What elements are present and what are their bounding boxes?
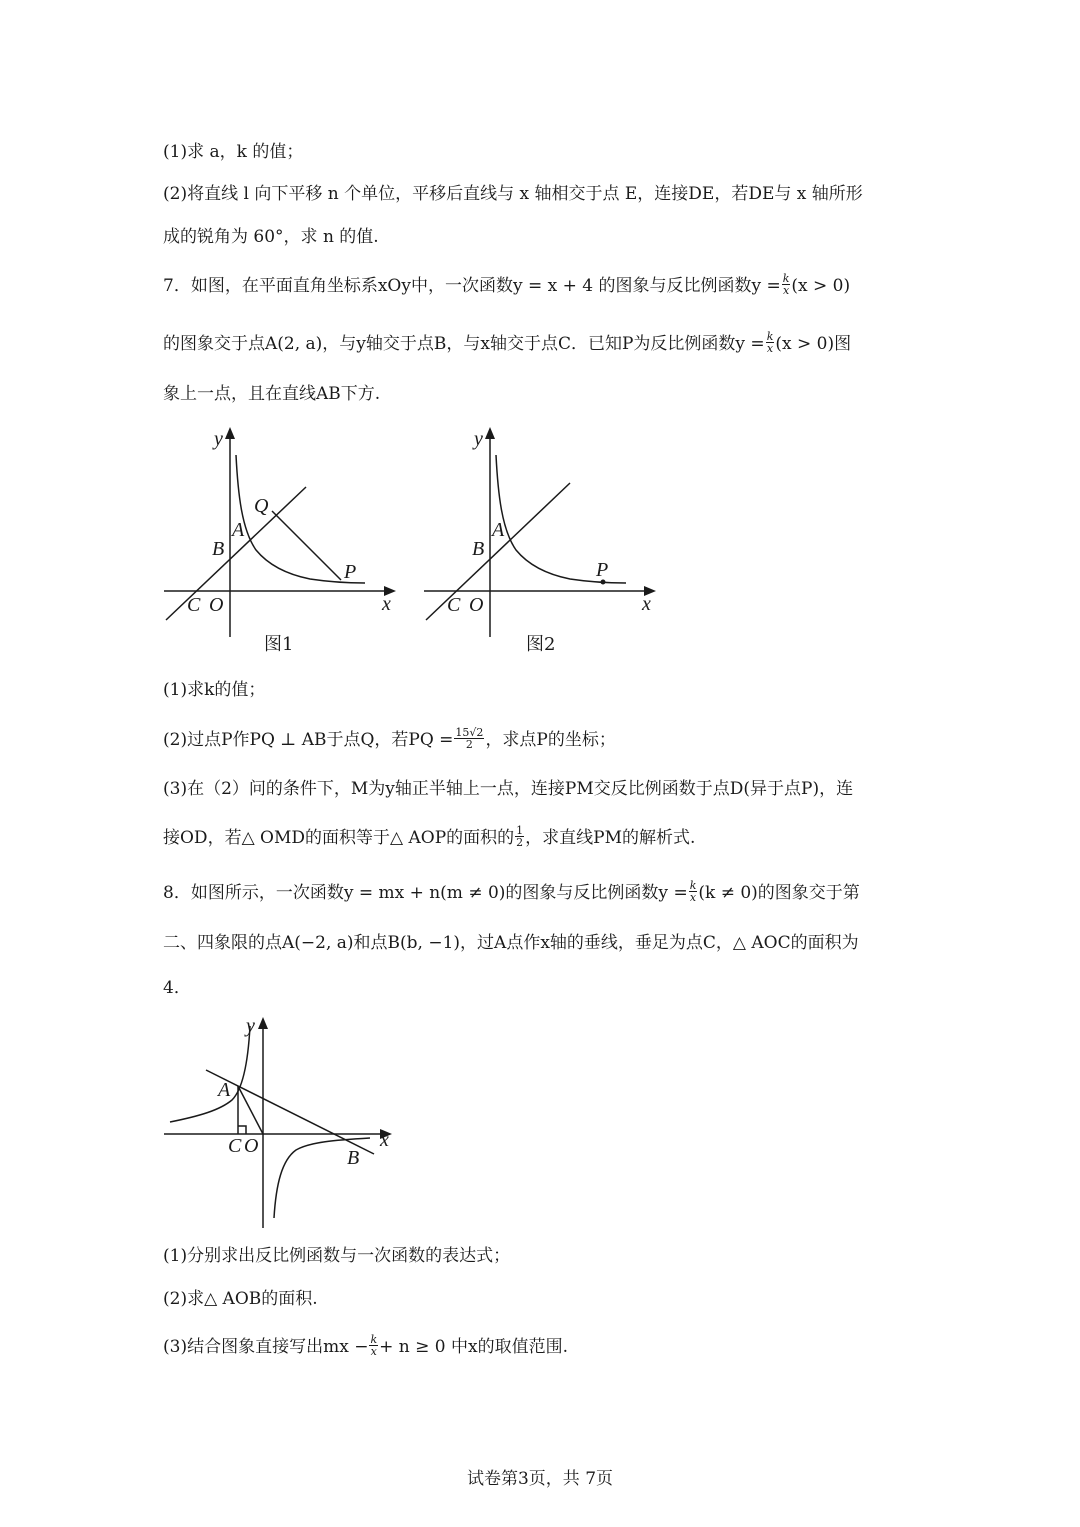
fraction-numerator: k	[782, 272, 790, 285]
q8-sub1: (1)分别求出反比例函数与一次函数的表达式；	[163, 1246, 511, 1266]
q7-sub3-line1: (3)在（2）问的条件下，M为y轴正半轴上一点，连接PM交反比例函数于点D(异于点P)，连	[163, 779, 854, 799]
label-a: A	[232, 519, 245, 541]
label-x: x	[380, 1129, 389, 1151]
label-o: O	[244, 1135, 259, 1157]
q6-sub1: (1)求 a，k 的值；	[163, 142, 304, 162]
label-b: B	[212, 538, 225, 560]
y-axis-arrow	[485, 427, 495, 439]
q7-sub2-text: (2)过点P作PQ ⊥ AB于点Q，若PQ =	[163, 730, 454, 750]
q7-sub3-line2	[163, 824, 696, 850]
label-y: y	[214, 428, 223, 450]
label-x: x	[642, 593, 651, 615]
q6-sub2-line2: 成的锐角为 60°，求 n 的值.	[163, 227, 379, 247]
q8-fraction-k-over-x	[689, 880, 698, 903]
q8-sub3-fraction	[369, 1334, 378, 1357]
q7-sub2	[163, 726, 616, 752]
fraction-numerator: 1	[516, 824, 524, 837]
fraction-numerator: k	[766, 330, 774, 343]
q7-stem-line1	[163, 272, 851, 298]
label-b: B	[472, 538, 485, 560]
fraction-denominator: 2	[516, 836, 524, 849]
fraction-numerator: k	[370, 1333, 378, 1346]
fraction-numerator: 15√2	[455, 726, 484, 739]
label-y: y	[474, 428, 483, 450]
q7-stem-line2-domain: (x > 0)图	[775, 334, 852, 354]
fraction-denominator: x	[689, 891, 697, 904]
fraction-denominator: x	[782, 284, 790, 297]
page-footer: 试卷第3页，共 7页	[466, 1469, 614, 1489]
q7-figure-2	[420, 425, 665, 660]
q8-sub3-text: (3)结合图象直接写出mx −	[163, 1337, 369, 1357]
label-q: Q	[254, 495, 269, 517]
q7-stem-line2	[163, 330, 852, 356]
q8-sub2: (2)求△ AOB的面积.	[163, 1289, 318, 1309]
label-y: y	[246, 1015, 255, 1037]
y-axis-arrow	[225, 427, 235, 439]
label-p: P	[596, 559, 609, 581]
q7-sub1: (1)求k的值；	[163, 680, 266, 700]
fraction-numerator: k	[689, 879, 697, 892]
q7-sub3-text: 接OD，若△ OMD的面积等于△ AOP的面积的	[163, 828, 515, 848]
q7-sub3-fraction	[515, 825, 524, 848]
q8-stem-line2: 二、四象限的点A(−2, a)和点B(b, −1)，过A点作x轴的垂线，垂足为点C，△ AOC的面积为	[163, 933, 859, 953]
label-c: C	[447, 594, 461, 616]
label-o: O	[469, 594, 484, 616]
q7-sub3-tail: ，求直线PM的解析式.	[525, 828, 696, 848]
q8-stem-line1	[163, 879, 860, 905]
q8-stem-line3: 4．	[163, 978, 191, 998]
q7-figure-1	[160, 425, 400, 660]
q7-stem-line2-text: 的图象交于点A(2, a)，与y轴交于点B，与x轴交于点C．已知P为反比例函数y =	[163, 334, 765, 354]
q7-stem-line1-text: 7．如图，在平面直角坐标系xOy中，一次函数y = x + 4 的图象与反比例函数y =	[163, 276, 781, 296]
figure-1-caption: 图1	[264, 634, 294, 655]
label-x: x	[382, 593, 391, 615]
label-p: P	[344, 561, 357, 583]
figure-2-caption: 图2	[526, 634, 556, 655]
q7-stem-line1-domain: (x > 0)	[791, 276, 851, 296]
q7-fraction-k-over-x	[782, 273, 791, 296]
q8-sub3-tail: + n ≥ 0 中x的取值范围.	[379, 1337, 568, 1357]
q7-stem-line3: 象上一点，且在直线AB下方.	[163, 384, 381, 404]
segment-ao	[238, 1086, 263, 1134]
q7-sub2-fraction	[454, 727, 484, 750]
q8-sub3	[163, 1333, 568, 1359]
q7-fraction-k-over-x-2	[766, 331, 775, 354]
label-a: A	[492, 519, 505, 541]
q7-sub2-tail: ，求点P的坐标；	[485, 730, 616, 750]
q8-stem-line1-tail: (k ≠ 0)的图象交于第	[698, 883, 860, 903]
y-axis-arrow	[258, 1017, 268, 1029]
label-b: B	[347, 1147, 360, 1169]
label-o: O	[209, 594, 224, 616]
label-c: C	[228, 1135, 242, 1157]
fraction-denominator: x	[766, 342, 774, 355]
right-angle-mark	[238, 1126, 246, 1134]
label-a: A	[218, 1079, 231, 1101]
q8-stem-line1-text: 8．如图所示，一次函数y = mx + n(m ≠ 0)的图象与反比例函数y =	[163, 883, 688, 903]
fraction-denominator: x	[370, 1345, 377, 1358]
q8-figure	[160, 1014, 400, 1232]
q6-sub2-line1: (2)将直线 l 向下平移 n 个单位，平移后直线与 x 轴相交于点 E，连接DE，若DE与 x 轴所形	[163, 184, 863, 204]
fraction-denominator: 2	[465, 738, 473, 751]
label-c: C	[187, 594, 201, 616]
